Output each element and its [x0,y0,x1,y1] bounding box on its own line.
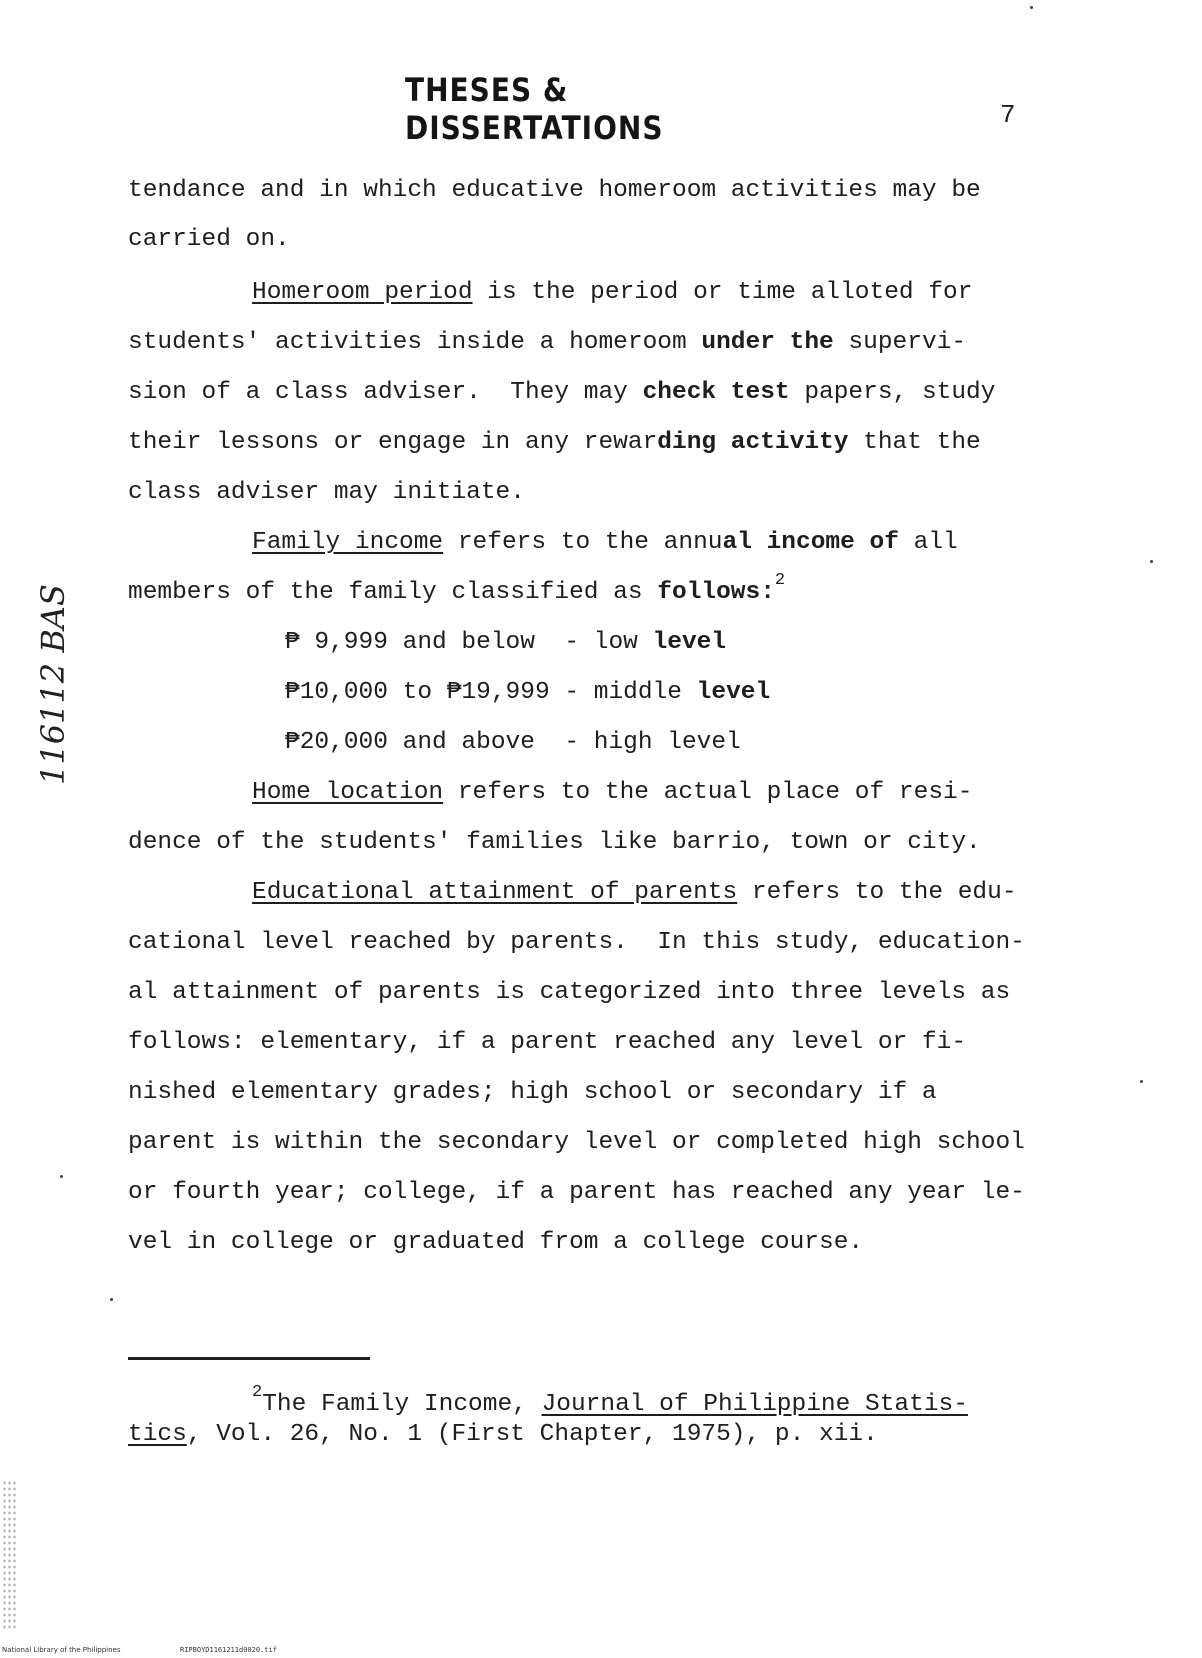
scan-edge-noise [2,1480,16,1630]
definition-educational-attainment: Educational attainment of parents refers to the edu- [252,879,1017,906]
term-family-income: Family income [252,529,444,556]
definition-home-location: Home location refers to the actual place of resi- [252,779,973,806]
term-home-location: Home location [252,779,444,806]
scan-speck [110,1298,113,1301]
body-line: members of the family classified as follows:$^2$ [128,571,786,606]
scan-speck [60,1175,63,1178]
body-line: or fourth year; college, if a parent has reached any year le- [128,1179,1025,1206]
income-level-high: ₱20,000 and above - high level [285,729,741,756]
body-line: sion of a class adviser. They may check test papers, study [128,379,996,406]
footnote-line: $^2$The Family Income, Journal of Philippine Statis- [252,1383,968,1418]
footnote-line: tics, Vol. 26, No. 1 (First Chapter, 1975), p. xii. [128,1421,878,1448]
body-line: carried on. [128,226,290,253]
body-line: dence of the students' families like barrio, town or city. [128,829,981,856]
scan-speck [1150,560,1153,563]
archive-file-code: RIPBOYD1161211d0020.tif [180,1646,277,1654]
income-level-middle: ₱10,000 to ₱19,999 - middle level [285,679,771,706]
archive-stamp: THESES & DISSERTATIONS [405,71,664,147]
page-number: 7 [1000,100,1016,130]
body-line: parent is within the secondary level or completed high school [128,1129,1025,1156]
body-line: al attainment of parents is categorized into three levels as [128,979,1011,1006]
archive-label: National Library of the Philippines [2,1646,121,1654]
term-homeroom-period: Homeroom period [252,279,473,306]
footnote-marker: 2 [252,1383,263,1402]
body-line: class adviser may initiate. [128,479,525,506]
handwritten-margin-note: 116112 BAS [34,584,72,785]
scan-speck [1140,1080,1143,1083]
body-line: tendance and in which educative homeroom activities may be [128,177,981,204]
definition-family-income: Family income refers to the annual income of all [252,529,958,556]
term-educational-attainment: Educational attainment of parents [252,879,738,906]
footnote-reference: 2 [774,571,786,590]
scan-speck [1030,6,1033,9]
body-line: students' activities inside a homeroom under the supervi- [128,329,967,356]
body-line: their lessons or engage in any rewarding activity that the [128,429,981,456]
body-line: vel in college or graduated from a college course. [128,1229,864,1256]
body-line: nished elementary grades; high school or secondary if a [128,1079,937,1106]
body-line: cational level reached by parents. In this study, education- [128,929,1025,956]
footnote-divider [128,1357,370,1360]
income-level-low: ₱ 9,999 and below - low level [285,629,727,656]
definition-homeroom-period: Homeroom period is the period or time alloted for [252,279,973,306]
body-line: follows: elementary, if a parent reached any level or fi- [128,1029,967,1056]
